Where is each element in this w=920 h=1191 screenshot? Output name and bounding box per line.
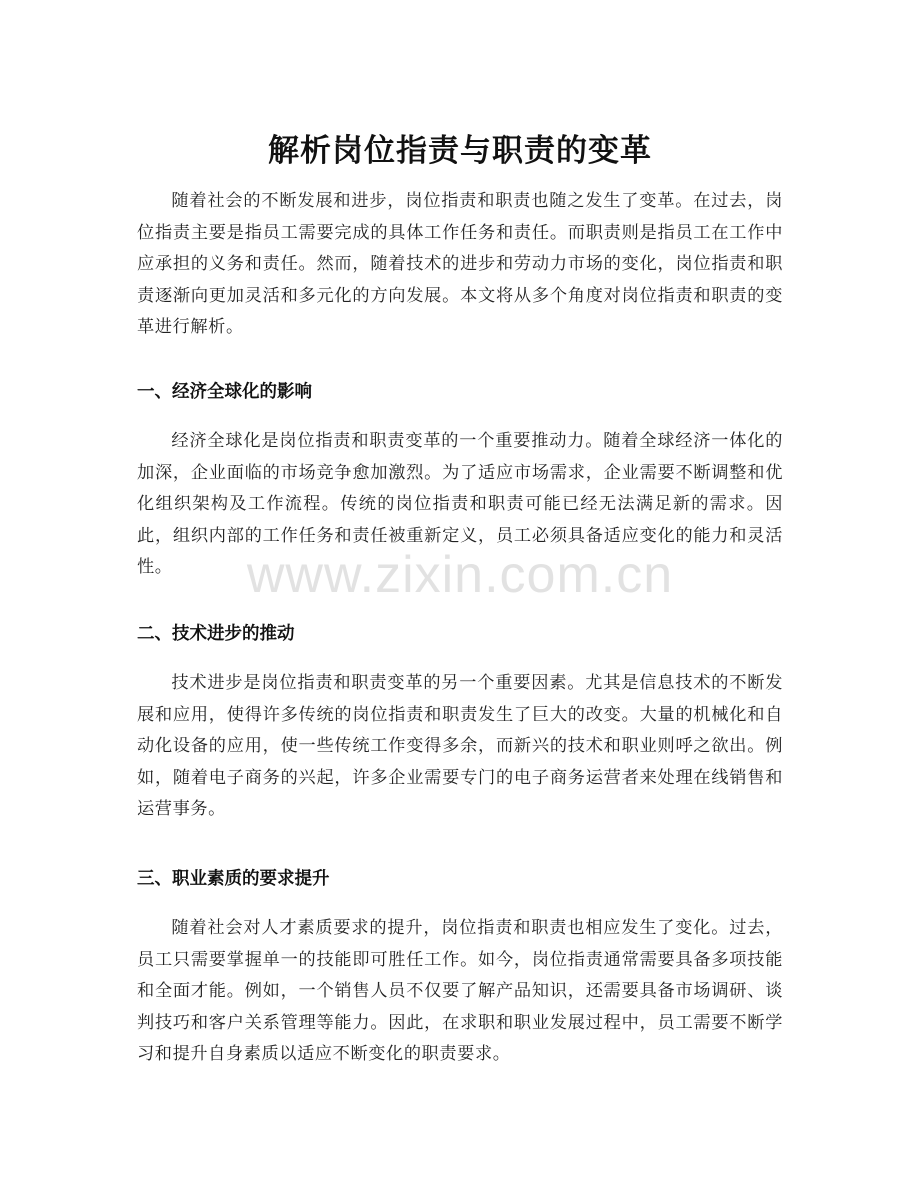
section-heading-3: 三、职业素质的要求提升 — [137, 869, 330, 889]
intro-paragraph: 随着社会的不断发展和进步，岗位指责和职责也随之发生了变革。在过去，岗位指责主要是指员工需要完成的具体工作任务和责任。而职责则是指员工在工作中应承担的义务和责任。然而，随着技术的进步和劳动力市场的变化，岗位指责和职责逐渐向更加灵活和多元化的方向发展。本文将从多个角度对岗位指责和职责的变革进行解析。 — [137, 191, 783, 337]
page-title: 解析岗位指责与职责的变革 — [268, 132, 652, 169]
watermark: www.zixin.com.cn — [246, 546, 674, 604]
section-body-1: 经济全球化是岗位指责和职责变革的一个重要推动力。随着全球经济一体化的加深，企业面临的市场竞争愈加激烈。为了适应市场需求，企业需要不断调整和优化组织架构及工作流程。传统的岗位指责和职责可能已经无法满足新的需求。因此，组织内部的工作任务和责任被重新定义，员工必须具备适应变化的能力和灵活性。 — [137, 431, 783, 577]
section-body-2: 技术进步是岗位指责和职责变革的另一个重要因素。尤其是信息技术的不断发展和应用，使得许多传统的岗位指责和职责发生了巨大的改变。大量的机械化和自动化设备的应用，使一些传统工作变得多余，而新兴的技术和职业则呼之欲出。例如，随着电子商务的兴起，许多企业需要专门的电子商务运营者来处理在线销售和运营事务。 — [137, 673, 783, 819]
section-body-3: 随着社会对人才素质要求的提升，岗位指责和职责也相应发生了变化。过去，员工只需要掌握单一的技能即可胜任工作。如今，岗位指责通常需要具备多项技能和全面才能。例如，一个销售人员不仅要了解产品知识，还需要具备市场调研、谈判技巧和客户关系管理等能力。因此，在求职和职业发展过程中，员工需要不断学习和提升自身素质以适应不断变化的职责要求。 — [137, 918, 783, 1064]
section-heading-1: 一、经济全球化的影响 — [137, 382, 312, 402]
section-heading-2: 二、技术进步的推动 — [137, 624, 295, 644]
